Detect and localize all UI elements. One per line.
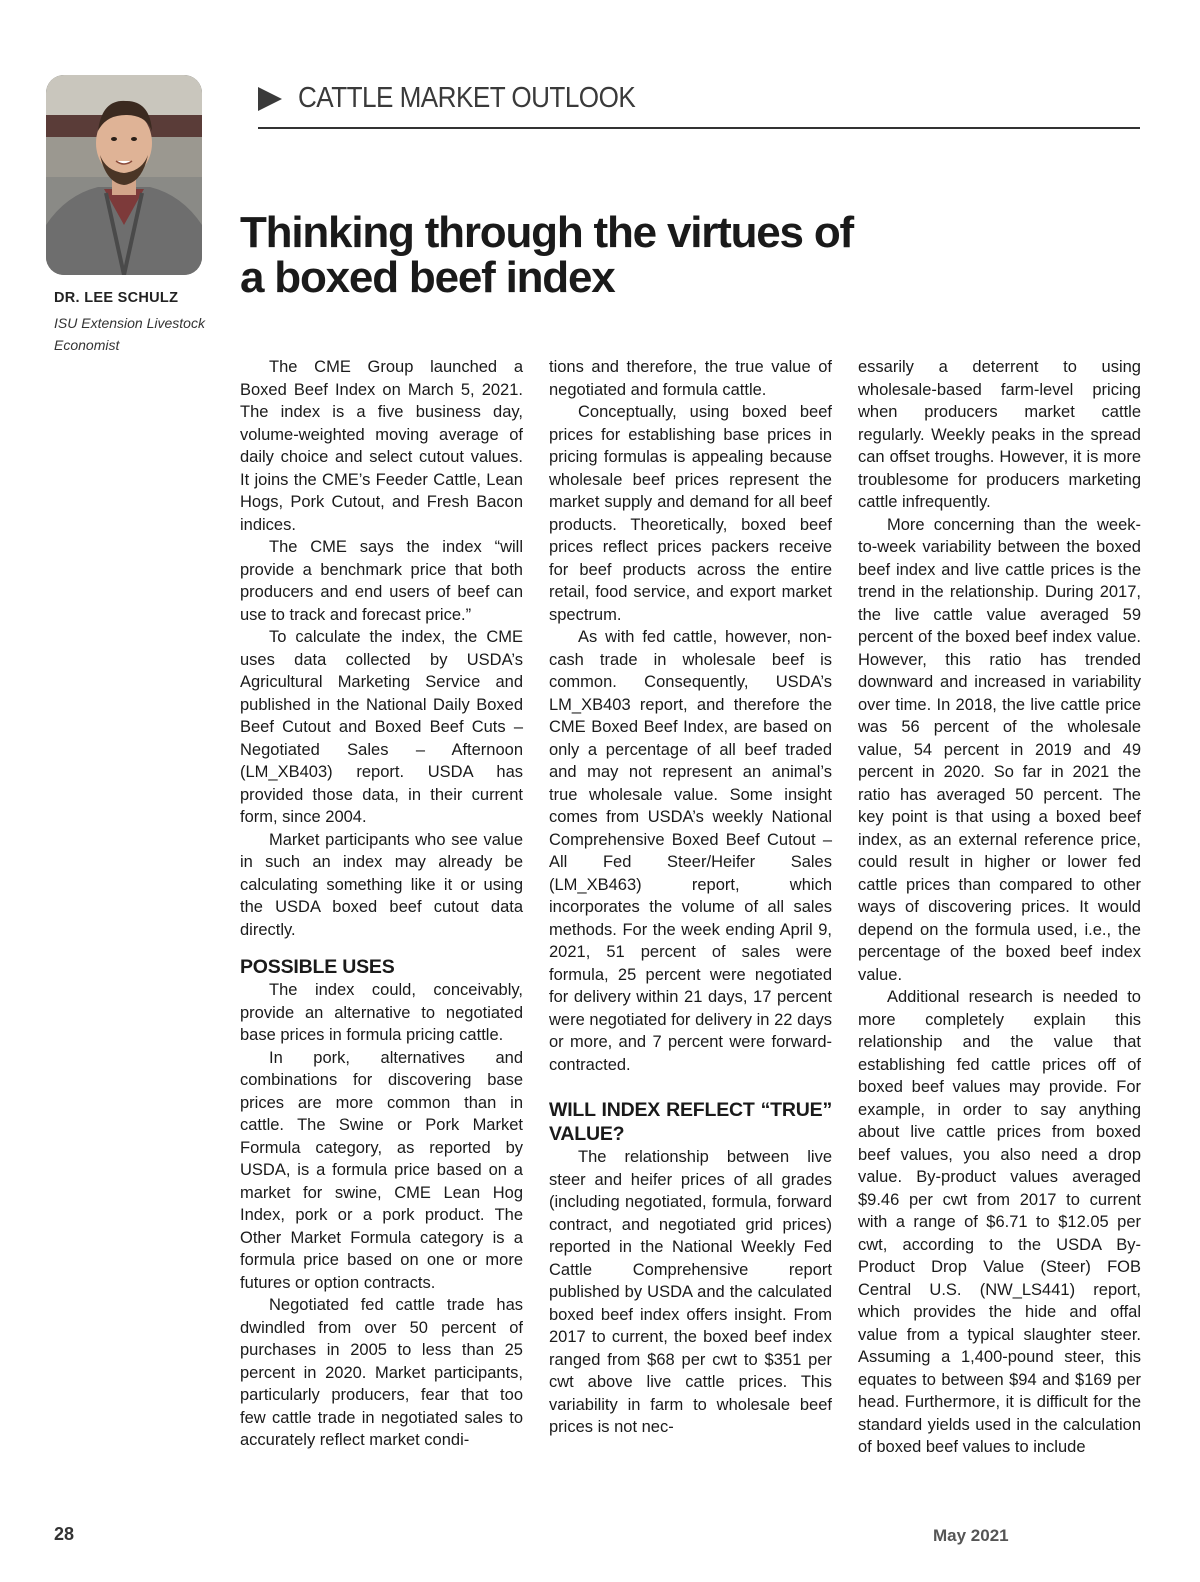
paragraph: In pork, alternatives and combinations for discovering base prices are more common than in cattle. The Swine or Pork Market Formula category, as reported by USDA, is a formula price based on a market for swine, CME Lean Hog Index, pork or a pork product. The Other Market Formula category is a formula price based on one or more futures or option contracts. — [240, 1048, 523, 1292]
author-name: DR. LEE SCHULZ — [54, 290, 179, 306]
paragraph: tions and therefore, the true value of negotiated and formula cattle. — [549, 358, 832, 399]
paragraph: More concerning than the week-to-week variability between the boxed beef index and live cattle prices is the trend in the relationship. During 2017, the live cattle value averaged 59 percent of the boxed beef index value. However, this ratio has trended downward and increased in variability over time. In 2018, the live cattle price was 56 percent of the wholesale value, 54 percent in 2019 and 49 percent in 2020. So far in 2021 the ratio has averaged 50 percent. The key point is that using a boxed beef index, as an external reference price, could result in higher or lower fed cattle prices than compared to other ways of discovering prices. It would depend on the formula used, i.e., the percentage of the boxed beef index value. — [858, 515, 1141, 984]
paragraph: The relationship between live steer and heifer prices of all grades (including negotiated, formula, forward contract, and negotiated grid prices) reported in the National Weekly Fed Cattle Comprehensive report published by USDA and the calculated boxed beef index offers insight. From 2017 to current, the boxed beef index ranged from $68 per cwt to $351 per cwt above live cattle prices. This variability in farm to wholesale beef prices is not nec- — [549, 1148, 832, 1436]
paragraph: The CME says the index “will provide a benchmark price that both producers and end users of beef can use to track and forecast price.” — [240, 538, 523, 624]
paragraph: Conceptually, using boxed beef prices for establishing base prices in pricing formulas is appealing because wholesale beef prices represent the market supply and demand for all beef products. Theoretically, boxed beef prices reflect prices packers receive for beef products across the entire retail, food service, and export market spectrum. — [549, 403, 832, 624]
article-column-2 — [549, 356, 832, 1439]
paragraph: To calculate the index, the CME uses data collected by USDA’s Agricultural Marketing Service and published in the National Daily Boxed Beef Cutout and Boxed Beef Cuts – Negotiated Sales – Afternoon (LM_XB403) report. USDA has provided those data, in their current form, since 2004. — [240, 628, 523, 826]
issue-date: May 2021 — [933, 1526, 1009, 1545]
subheading-possible-uses: POSSIBLE USES — [240, 956, 395, 978]
paragraph: The CME Group launched a Boxed Beef Index on March 5, 2021. The index is a five business day, volume-weighted moving average of daily choice and select cutout values. It joins the CME’s Feeder Cattle, Lean Hogs, Pork Cutout, and Fresh Bacon indices. — [240, 358, 523, 534]
article-headline: Thinking through the virtues of a boxed beef index — [240, 208, 853, 302]
page-number: 28 — [54, 1524, 75, 1544]
paragraph: The index could, conceivably, provide an alternative to negotiated base prices in formula pricing cattle. — [240, 981, 523, 1044]
triangle-arrow-icon — [258, 87, 282, 111]
paragraph: Negotiated fed cattle trade has dwindled from over 50 percent of purchases in 2005 to less than 25 percent in 2020. Market participants, particularly producers, fear that too few cattle trade in negotiated sales to accurately reflect market condi- — [240, 1296, 523, 1449]
paragraph: As with fed cattle, however, non-cash trade in wholesale beef is common. Consequently, USDA’s LM_XB403 report, and therefore the CME Boxed Beef Index, are based on only a percentage of all beef traded and may not represent an animal’s true wholesale value. Some insight comes from USDA’s weekly National Comprehensive Boxed Beef Cutout – All Fed Steer/Heifer Sales (LM_XB463) report, which incorporates the volume of all sales methods. For the week ending April 9, 2021, 51 percent of sales were formula, 25 percent were negotiated for delivery within 21 days, 17 percent were negotiated for delivery in 22 days or more, and 7 percent were forward-contracted. — [549, 628, 832, 1074]
subheading-will-index-reflect: WILL INDEX REFLECT “TRUE” VALUE? — [549, 1099, 832, 1145]
paragraph: essarily a deterrent to using wholesale-based farm-level pricing when producers market cattle regularly. Weekly peaks in the spread can offset troughs. However, it is more troublesome for producers marketing cattle infrequently. — [858, 358, 1141, 511]
paragraph: Additional research is needed to more completely explain this relationship and the value that establishing fed cattle prices off of boxed beef values may provide. For example, in order to say anything about live cattle prices from boxed beef values, you also need a drop value. By-product values averaged $9.46 per cwt from 2017 to current with a range of $6.71 to $12.05 per cwt, according to the USDA By-Product Drop Value (Steer) FOB Central U.S. (NW_LS441) report, which provides the hide and offal value from a typical slaughter steer. Assuming a 1,400-pound steer, this equates to between $94 and $169 per head. Furthermore, it is difficult for the standard yields used in the calculation of boxed beef values to include — [858, 988, 1141, 1456]
section-label: CATTLE MARKET OUTLOOK — [298, 82, 636, 114]
section-header — [258, 82, 1140, 129]
author-title: ISU Extension Livestock Economist — [54, 315, 205, 353]
article-column-3 — [858, 356, 1141, 1459]
paragraph: Market participants who see value in such an index may already be calculating something like it or using the USDA boxed beef cutout data directly. — [240, 830, 523, 939]
author-photo — [46, 75, 202, 275]
article-column-1 — [240, 356, 523, 1452]
